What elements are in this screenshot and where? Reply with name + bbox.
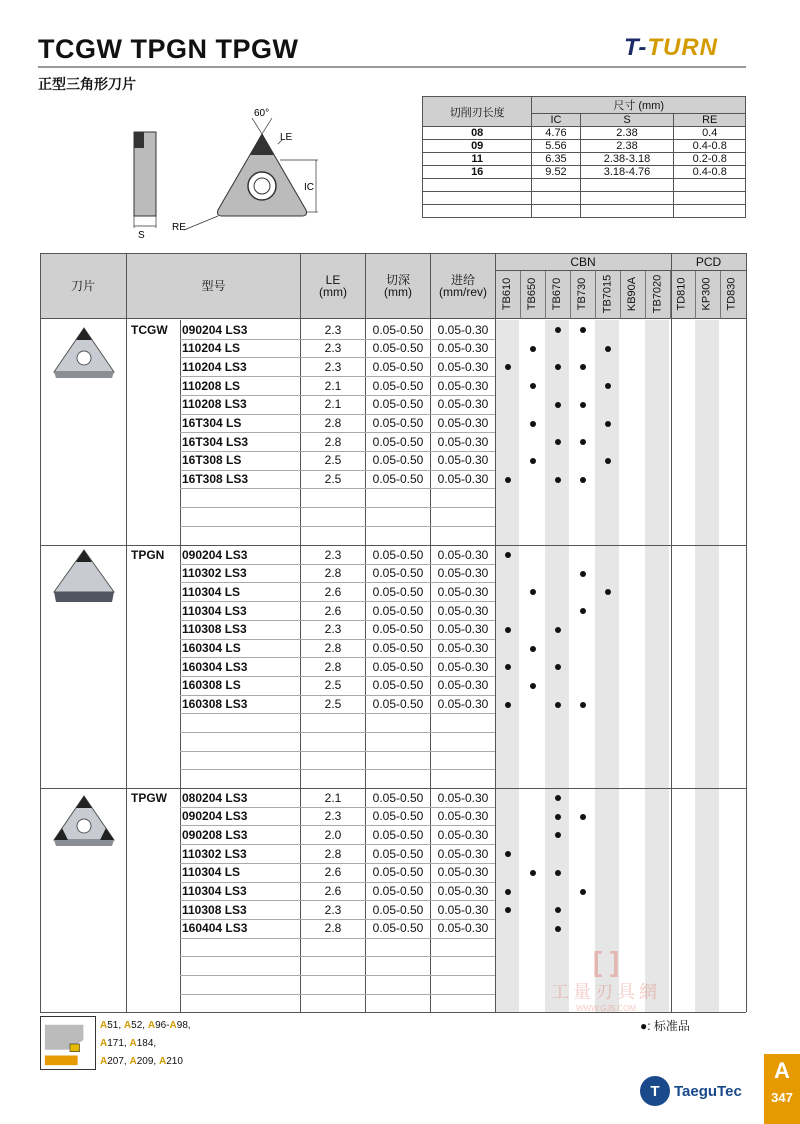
- standard-item-dot: [530, 589, 536, 595]
- grade-label: TB7015: [601, 274, 613, 314]
- depth-of-cut-value: 0.05-0.50: [372, 397, 424, 412]
- grade-column-shade: [645, 320, 669, 1012]
- row-divider: [180, 769, 495, 770]
- page-subtitle: 正型三角形刀片: [38, 76, 136, 92]
- watermark-url: WWW.GJ5.COM: [576, 1004, 636, 1013]
- feed-value: 0.05-0.30: [437, 397, 489, 412]
- model-code: 110302 LS3: [182, 566, 247, 581]
- grade-label: TB730: [576, 277, 589, 311]
- le-value: 2.6: [324, 865, 342, 880]
- brand-main: TURN: [647, 34, 718, 61]
- feed-value: 0.05-0.30: [437, 902, 489, 917]
- le-value: 2.5: [324, 453, 342, 468]
- le-value: 2.3: [324, 547, 342, 562]
- standard-item-dot: [555, 814, 561, 820]
- feed-value: 0.05-0.30: [437, 641, 489, 655]
- feed-value: 0.05-0.30: [437, 846, 489, 861]
- depth-of-cut-value: 0.05-0.50: [372, 472, 424, 487]
- standard-item-dot: [580, 477, 586, 483]
- le-value: 2.6: [324, 603, 342, 618]
- dim-ic: 5.56: [532, 140, 580, 153]
- feed-value: 0.05-0.30: [437, 809, 489, 824]
- depth-of-cut-value: 0.05-0.50: [372, 434, 424, 449]
- column-divider: [495, 253, 496, 1012]
- page-references: [100, 1017, 191, 1071]
- grade-label: TD830: [726, 277, 738, 311]
- model-code: 110302 LS3: [182, 846, 247, 861]
- feed-value: 0.05-0.30: [437, 827, 489, 842]
- row-divider: [180, 732, 495, 733]
- standard-item-dot: [505, 552, 511, 558]
- standard-item-dot: [605, 346, 611, 352]
- model-code: 160304 LS3: [182, 659, 248, 674]
- le-col-unit: (mm): [319, 285, 347, 299]
- edge-length-header: 切削刃长度: [423, 97, 532, 127]
- dim-s: 2.38: [580, 127, 674, 140]
- feed-value: 0.05-0.30: [437, 921, 489, 936]
- dim-le-label: LE: [280, 132, 293, 143]
- depth-of-cut-value: 0.05-0.50: [372, 378, 424, 393]
- model-code: 160308 LS3: [182, 697, 248, 712]
- depth-of-cut-value: 0.05-0.50: [372, 921, 424, 936]
- insert-hole-inner: [254, 178, 270, 194]
- standard-item-dot: [555, 402, 561, 408]
- depth-of-cut-value: 0.05-0.50: [372, 566, 424, 581]
- grade-header: [570, 272, 594, 316]
- le-value: 2.1: [324, 378, 342, 393]
- column-divider: [746, 253, 747, 1012]
- grade-header: [670, 272, 694, 316]
- cbn-group-header: CBN: [570, 255, 596, 269]
- watermark-mark: [ ]: [592, 946, 620, 977]
- grade-divider: [695, 271, 696, 319]
- dim-re: 0.4-0.8: [674, 140, 746, 153]
- standard-item-dot: [580, 608, 586, 614]
- dim-s: 2.38-3.18: [580, 153, 674, 166]
- insert-type-label: TPGN: [131, 548, 165, 562]
- logo-text: TaeguTec: [674, 1082, 742, 1100]
- le-value: 2.8: [324, 641, 342, 655]
- le-value: 2.8: [324, 566, 342, 581]
- grade-divider: [720, 271, 721, 319]
- standard-item-dot: [555, 870, 561, 876]
- depth-of-cut-value: 0.05-0.50: [372, 416, 424, 430]
- dim-ic: 9.52: [532, 166, 580, 179]
- dim-row-empty: [423, 192, 746, 205]
- side-view-tip: [134, 132, 144, 148]
- doc-col-unit: (mm): [384, 285, 412, 299]
- dim-re: 0.4: [674, 127, 746, 140]
- grade-divider: [670, 271, 671, 319]
- brand-logo: [624, 34, 718, 62]
- dim-ic-label: IC: [304, 182, 314, 193]
- dim-code: 09: [423, 140, 532, 153]
- row-divider: [180, 956, 495, 957]
- model-code: 110304 LS3: [182, 603, 247, 618]
- model-code: 16T308 LS: [182, 453, 242, 468]
- watermark: [536, 946, 676, 1013]
- grade-header: [695, 272, 719, 316]
- insert-type-label: TCGW: [131, 323, 168, 337]
- model-code: 160308 LS: [182, 678, 241, 693]
- dim-row: [423, 153, 746, 166]
- grade-label: TB670: [551, 277, 564, 311]
- standard-item-dot: [530, 646, 536, 652]
- model-code: 110308 LS3: [182, 902, 247, 917]
- insert-geometry-diagram: [120, 104, 350, 244]
- feed-value: 0.05-0.30: [437, 884, 489, 898]
- dim-s: 3.18-4.76: [580, 166, 674, 179]
- depth-of-cut-value: 0.05-0.50: [372, 678, 424, 693]
- standard-item-dot: [530, 383, 536, 389]
- column-divider: [126, 253, 127, 1012]
- depth-of-cut-value: 0.05-0.50: [372, 865, 424, 880]
- le-col-header: LE: [325, 273, 341, 287]
- model-code: 110204 LS: [182, 341, 241, 356]
- le-value: 2.8: [324, 921, 342, 936]
- section-letter: A: [774, 1058, 790, 1083]
- standard-item-dot: [530, 683, 536, 689]
- feed-value: 0.05-0.30: [437, 472, 489, 487]
- depth-of-cut-value: 0.05-0.50: [372, 603, 424, 618]
- dim-re: 0.2-0.8: [674, 153, 746, 166]
- le-value: 2.5: [324, 678, 342, 693]
- dim-row-empty: [423, 205, 746, 218]
- feed-value: 0.05-0.30: [437, 341, 489, 356]
- row-divider: [180, 994, 495, 995]
- standard-item-dot: [605, 421, 611, 427]
- row-divider: [180, 975, 495, 976]
- dim-re: 0.4-0.8: [674, 166, 746, 179]
- feed-value: 0.05-0.30: [437, 434, 489, 449]
- model-code: 110304 LS3: [182, 884, 247, 898]
- grade-label: KB90A: [626, 276, 638, 312]
- model-code: 110208 LS3: [182, 397, 247, 412]
- grade-label: KP300: [701, 277, 713, 311]
- standard-item-dot: [580, 571, 586, 577]
- grade-group-divider: [495, 270, 746, 271]
- depth-of-cut-value: 0.05-0.50: [372, 641, 424, 655]
- row-divider: [180, 713, 495, 714]
- feed-value: 0.05-0.30: [437, 584, 489, 599]
- row-divider: [180, 507, 495, 508]
- taegutec-logo: [640, 1076, 742, 1106]
- le-value: 2.5: [324, 697, 342, 712]
- le-value: 2.6: [324, 884, 342, 898]
- standard-item-dot: [555, 327, 561, 333]
- grade-header: [620, 272, 644, 316]
- depth-of-cut-value: 0.05-0.50: [372, 359, 424, 374]
- depth-of-cut-value: 0.05-0.50: [372, 547, 424, 562]
- standard-item-dot: [580, 402, 586, 408]
- grade-column-shade: [695, 320, 719, 1012]
- grade-divider: [570, 271, 571, 319]
- standard-item-dot: [530, 346, 536, 352]
- le-value: 2.8: [324, 434, 342, 449]
- logo-mark: T: [640, 1076, 670, 1106]
- page-title: TCGW TPGN TPGW: [38, 34, 299, 64]
- feed-value: 0.05-0.30: [437, 865, 489, 880]
- le-value: 2.3: [324, 359, 342, 374]
- tpgw-insert-image: [48, 790, 120, 850]
- grade-label: TD810: [676, 277, 688, 311]
- insert-type-label: TPGW: [131, 791, 167, 805]
- model-code: 110304 LS: [182, 865, 241, 880]
- dim-code: 11: [423, 153, 532, 166]
- feed-value: 0.05-0.30: [437, 453, 489, 468]
- model-code: 160404 LS3: [182, 921, 248, 936]
- model-code: 110204 LS3: [182, 359, 247, 374]
- grade-label: TB610: [501, 277, 514, 311]
- le-value: 2.8: [324, 846, 342, 861]
- feed-value: 0.05-0.30: [437, 359, 489, 374]
- standard-item-dot: [555, 627, 561, 633]
- feed-value: 0.05-0.30: [437, 678, 489, 693]
- grade-divider: [545, 271, 546, 319]
- grade-header: [520, 272, 544, 316]
- dim-code: 16: [423, 166, 532, 179]
- feed-value: 0.05-0.30: [437, 790, 489, 805]
- standard-item-dot: [580, 364, 586, 370]
- depth-of-cut-value: 0.05-0.50: [372, 453, 424, 468]
- model-code: 160304 LS: [182, 641, 241, 655]
- standard-item-dot: [555, 702, 561, 708]
- feed-value: 0.05-0.30: [437, 697, 489, 712]
- model-code: 16T304 LS3: [182, 434, 249, 449]
- depth-of-cut-value: 0.05-0.50: [372, 884, 424, 898]
- grade-divider: [620, 271, 621, 319]
- model-code: 090208 LS3: [182, 827, 248, 842]
- cbn-tip: [250, 134, 274, 155]
- standard-item-dot: [530, 870, 536, 876]
- depth-of-cut-value: 0.05-0.50: [372, 322, 424, 337]
- le-value: 2.5: [324, 472, 342, 487]
- legend-standard: ●: 标准品: [640, 1019, 690, 1033]
- feed-value: 0.05-0.30: [437, 416, 489, 430]
- model-code: 16T304 LS: [182, 416, 242, 430]
- le-value: 2.8: [324, 416, 342, 430]
- depth-of-cut-value: 0.05-0.50: [372, 659, 424, 674]
- dim-ic: 4.76: [532, 127, 580, 140]
- standard-item-dot: [505, 702, 511, 708]
- grade-label: TB7020: [651, 274, 663, 314]
- standard-item-dot: [505, 627, 511, 633]
- dim-s: 2.38: [580, 140, 674, 153]
- le-value: 2.1: [324, 397, 342, 412]
- depth-of-cut-value: 0.05-0.50: [372, 584, 424, 599]
- row-divider: [180, 488, 495, 489]
- standard-item-dot: [505, 889, 511, 895]
- standard-item-dot: [605, 458, 611, 464]
- row-divider: [180, 751, 495, 752]
- dim-row: [423, 127, 746, 140]
- depth-of-cut-value: 0.05-0.50: [372, 902, 424, 917]
- grade-header: [645, 272, 669, 316]
- tpgn-insert-image: [48, 546, 120, 606]
- feed-value: 0.05-0.30: [437, 322, 489, 337]
- feed-col-header: 进给: [450, 273, 475, 287]
- ref-line-1: A51, A52, A96-A98,: [100, 1020, 191, 1031]
- brand-prefix: T-: [624, 34, 648, 61]
- standard-item-dot: [530, 458, 536, 464]
- depth-of-cut-value: 0.05-0.50: [372, 341, 424, 356]
- standard-item-dot: [555, 926, 561, 932]
- le-value: 2.3: [324, 622, 342, 637]
- model-code: 090204 LS3: [182, 547, 248, 562]
- grade-divider: [520, 271, 521, 319]
- model-code: 110308 LS3: [182, 622, 247, 637]
- le-value: 2.3: [324, 322, 342, 337]
- title-divider: [38, 66, 746, 68]
- le-value: 2.0: [324, 827, 342, 842]
- le-value: 2.3: [324, 341, 342, 356]
- feed-value: 0.05-0.30: [437, 547, 489, 562]
- feed-col-unit: (mm/rev): [439, 285, 487, 299]
- ic-header: IC: [532, 114, 580, 127]
- le-value: 2.6: [324, 584, 342, 599]
- standard-item-dot: [580, 439, 586, 445]
- grade-header: [720, 272, 744, 316]
- le-value: 2.1: [324, 790, 342, 805]
- model-code: 080204 LS3: [182, 790, 248, 805]
- standard-item-dot: [530, 421, 536, 427]
- dim-row: [423, 166, 746, 179]
- insert-col-header: 刀片: [70, 279, 95, 293]
- standard-item-dot: [505, 477, 511, 483]
- angle-label: 60°: [254, 108, 270, 119]
- row-divider: [180, 938, 495, 939]
- depth-of-cut-value: 0.05-0.50: [372, 622, 424, 637]
- size-header: 尺寸 (mm): [532, 97, 746, 114]
- dim-ic: 6.35: [532, 153, 580, 166]
- watermark-text: 工量刃具網: [551, 982, 661, 1002]
- grade-header: [495, 272, 519, 316]
- application-thumbnail: [40, 1016, 96, 1070]
- depth-of-cut-value: 0.05-0.50: [372, 827, 424, 842]
- grade-header: [545, 272, 569, 316]
- section-tab: [764, 1054, 800, 1124]
- grade-divider: [645, 271, 646, 319]
- feed-value: 0.05-0.30: [437, 378, 489, 393]
- le-value: 2.8: [324, 659, 342, 674]
- dim-code: 08: [423, 127, 532, 140]
- row-divider: [180, 526, 495, 527]
- standard-item-dot: [555, 795, 561, 801]
- dim-re-label: RE: [172, 222, 186, 233]
- feed-value: 0.05-0.30: [437, 622, 489, 637]
- ref-line-2: A171, A184,: [100, 1038, 157, 1049]
- model-col-header: 型号: [201, 279, 226, 293]
- standard-item-dot: [580, 889, 586, 895]
- grade-divider: [595, 271, 596, 319]
- dim-s-label: S: [138, 230, 145, 241]
- feed-value: 0.05-0.30: [437, 603, 489, 618]
- depth-of-cut-value: 0.05-0.50: [372, 790, 424, 805]
- depth-of-cut-value: 0.05-0.50: [372, 846, 424, 861]
- le-value: 2.3: [324, 902, 342, 917]
- re-header: RE: [674, 114, 746, 127]
- standard-item-dot: [555, 477, 561, 483]
- model-code: 110208 LS: [182, 378, 241, 393]
- depth-of-cut-value: 0.05-0.50: [372, 809, 424, 824]
- s-header: S: [580, 114, 674, 127]
- model-code: 110304 LS: [182, 584, 241, 599]
- depth-of-cut-value: 0.05-0.50: [372, 697, 424, 712]
- pcd-group-header: PCD: [695, 255, 722, 269]
- dim-row-empty: [423, 179, 746, 192]
- page-number: 347: [771, 1090, 793, 1105]
- model-code: 16T308 LS3: [182, 472, 249, 487]
- feed-value: 0.05-0.30: [437, 566, 489, 581]
- grade-header: [595, 272, 619, 316]
- doc-col-header: 切深: [385, 273, 410, 287]
- feed-value: 0.05-0.30: [437, 659, 489, 674]
- model-code: 090204 LS3: [182, 809, 248, 824]
- standard-item-dot: [580, 814, 586, 820]
- dimensions-table: [422, 96, 746, 218]
- column-divider: [40, 253, 41, 1012]
- model-code: 090204 LS3: [182, 322, 248, 337]
- standard-item-dot: [580, 702, 586, 708]
- standard-item-dot: [580, 327, 586, 333]
- dim-row: [423, 140, 746, 153]
- tcgw-insert-image: [48, 322, 120, 382]
- ref-line-3: A207, A209, A210: [100, 1056, 183, 1067]
- grade-label: TB650: [526, 277, 539, 311]
- le-value: 2.3: [324, 809, 342, 824]
- column-divider: [671, 253, 672, 1012]
